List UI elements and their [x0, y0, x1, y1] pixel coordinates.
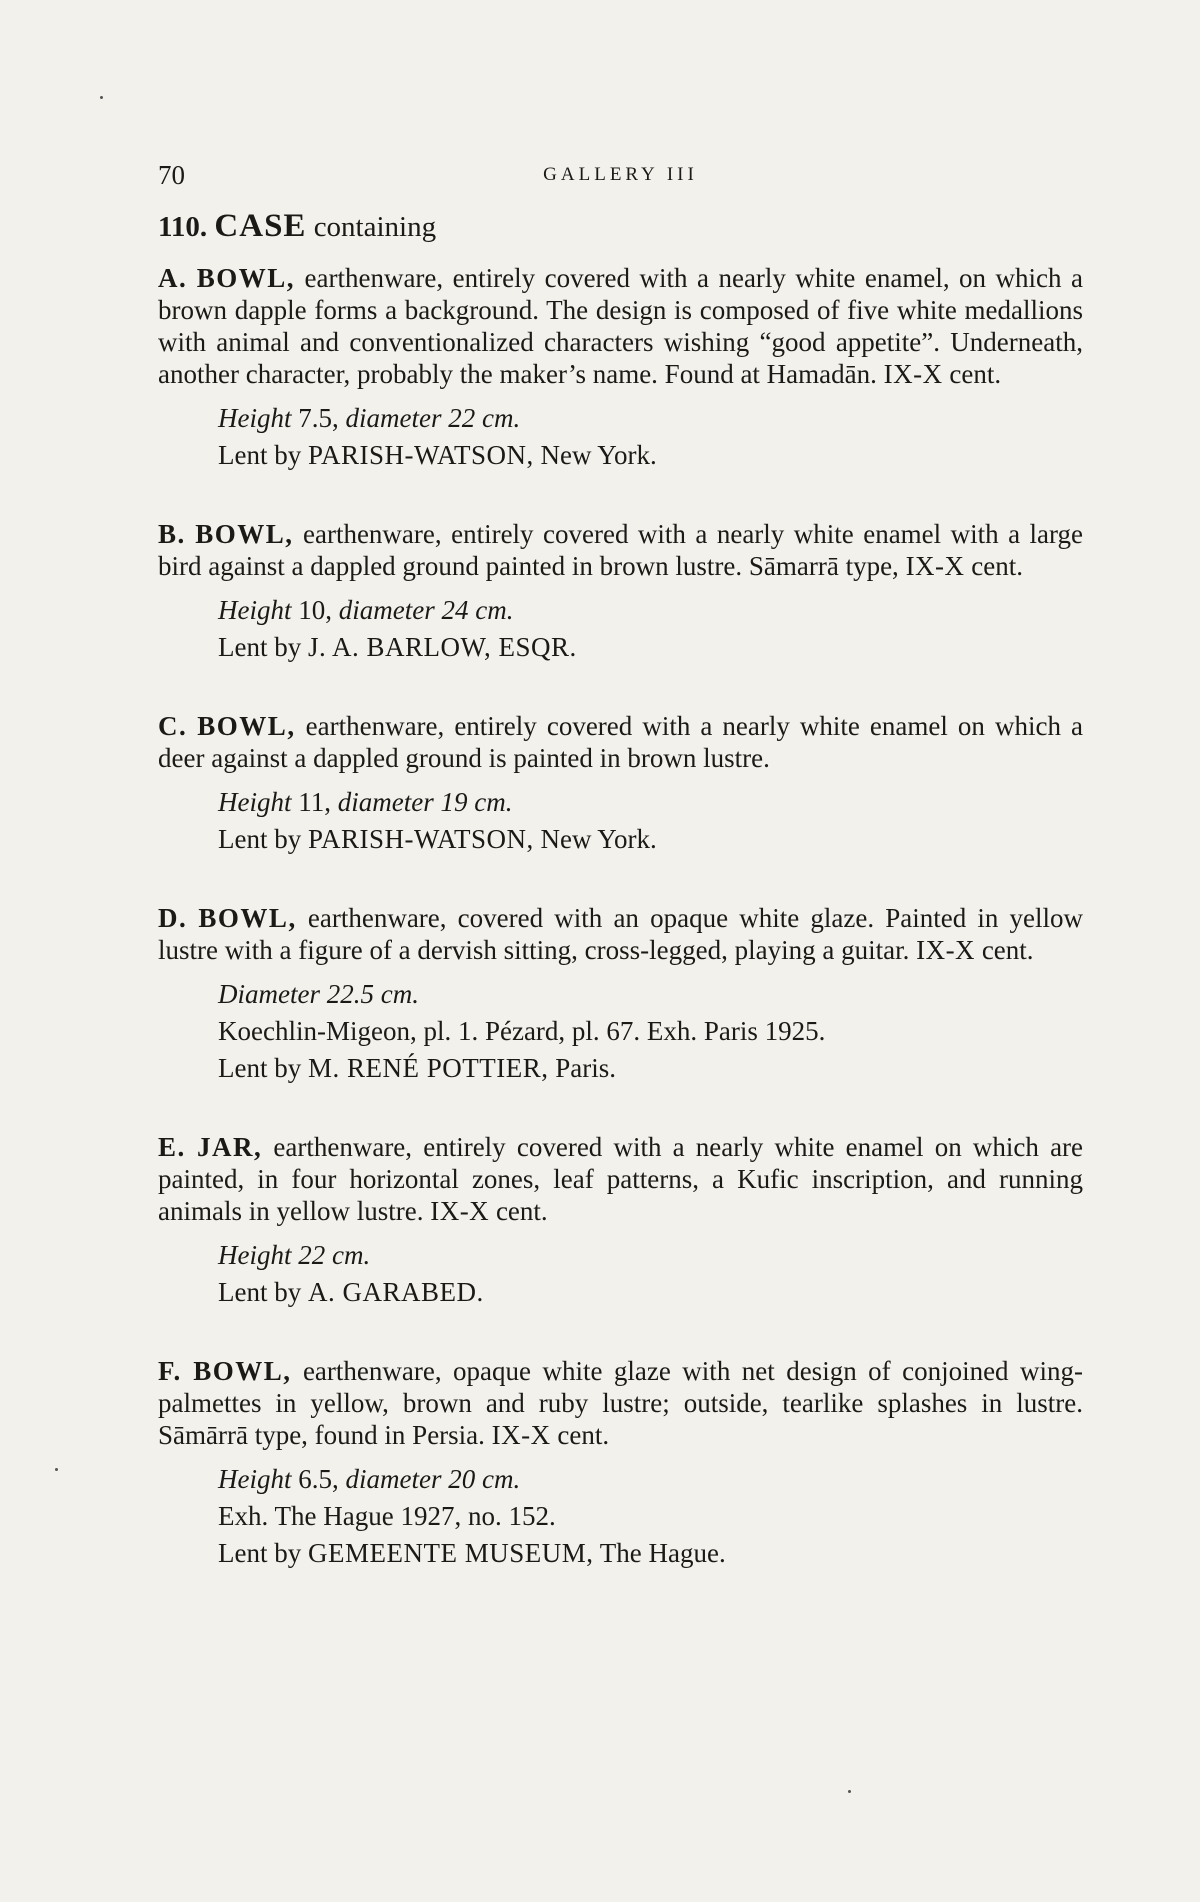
catalogue-entry [158, 262, 1083, 474]
lender-place: New York. [533, 440, 657, 470]
measure-label: diameter [345, 1464, 442, 1494]
measure-label: Diameter [218, 979, 320, 1009]
lent-prefix: Lent by [218, 632, 308, 662]
case-heading [158, 208, 436, 245]
entry-letter: F. [158, 1356, 182, 1386]
entry-measurements [218, 400, 1083, 437]
entry-meta [218, 592, 1083, 666]
entry-measurements [218, 976, 1083, 1013]
measure-value: 24 cm. [434, 595, 514, 625]
measure-value: 6.5, [291, 1464, 346, 1494]
entry-letter: A. [158, 263, 188, 293]
lender-name: PARISH-WATSON, [307, 824, 534, 854]
entry-object: BOWL, [197, 711, 296, 741]
measure-label: Height [218, 595, 292, 625]
lent-prefix: Lent by [218, 1053, 308, 1083]
running-title: GALLERY III [543, 164, 698, 185]
entry-date: IX-X [883, 359, 943, 389]
lender-place: Paris. [548, 1053, 616, 1083]
case-suffix: containing [313, 211, 437, 243]
measure-value: 22.5 cm. [319, 979, 419, 1009]
entry-lender-line [218, 1050, 1083, 1087]
lender-name: J. A. BARLOW, ESQR. [307, 632, 577, 662]
entry-text: earthenware, covered with an opaque white glaze. Painted in yellow lustre with a figure of a dervish sitting, cross-legged, playing a guitar. [158, 903, 1084, 965]
entry-text: earthenware, entirely covered with a nearly white enamel, on which a brown dapple forms a background. The design is composed of five white medallions with animal and conventionalized characters wishing “good appetite”. Underneath, another character, probably the maker’s name. Found at Hamadān. [158, 263, 1083, 389]
measure-label: diameter [338, 595, 435, 625]
lent-prefix: Lent by [218, 440, 308, 470]
entry-meta [218, 1237, 1083, 1311]
entry-meta [218, 976, 1083, 1087]
paper-speck [55, 1468, 58, 1471]
measure-value: 10, [291, 595, 339, 625]
entry-object: BOWL, [193, 1356, 292, 1386]
entry-description [158, 902, 1083, 966]
entry-object: BOWL, [196, 263, 296, 293]
entry-description [158, 262, 1083, 390]
measure-label: Height [218, 1464, 292, 1494]
measure-value: 22 cm. [291, 1240, 371, 1270]
entry-lender-line [218, 1535, 1083, 1572]
entry-measurements [218, 592, 1083, 629]
entry-letter: C. [158, 711, 188, 741]
entry-date: IX-X [916, 935, 976, 965]
entry-measurements [218, 784, 1083, 821]
measure-value: 20 cm. [441, 1464, 521, 1494]
measure-label: Height [218, 1240, 292, 1270]
measure-label: Height [218, 787, 292, 817]
lender-place: The Hague. [593, 1538, 726, 1568]
entry-measurements [218, 1461, 1083, 1498]
entry-date: IX-X [430, 1196, 490, 1226]
entry-measurements [218, 1237, 1083, 1274]
entry-lender-line [218, 629, 1083, 666]
case-word: CASE [214, 208, 307, 244]
entry-meta [218, 784, 1083, 858]
lender-name: PARISH-WATSON, [307, 440, 534, 470]
lent-prefix: Lent by [218, 824, 308, 854]
measure-value: 7.5, [291, 403, 346, 433]
catalogue-entries [158, 262, 1083, 1616]
entry-text: earthenware, entirely covered with a nearly white enamel with a large bird against a dappled ground painted in brown lustre. Sāmarrā type, [158, 519, 1084, 581]
measure-label: diameter [337, 787, 434, 817]
measure-value: 11, [291, 787, 338, 817]
entry-text: earthenware, opaque white glaze with net design of conjoined wing-palmettes in yellow, brown and ruby lustre; outside, tearlike splashes in lustre. Sāmārrā type, found in Persia. [158, 1356, 1083, 1450]
entry-lender-line [218, 1274, 1083, 1311]
entry-date-suffix: cent. [942, 359, 1002, 389]
entry-date-suffix: cent. [489, 1196, 548, 1226]
entry-text: earthenware, entirely covered with a nearly white enamel on which a deer against a dappled ground is painted in brown lustre. [158, 711, 1083, 773]
entry-letter: D. [158, 903, 188, 933]
entry-letter: E. [158, 1132, 186, 1162]
entry-date-suffix: cent. [964, 551, 1024, 581]
entry-date-suffix: cent. [975, 935, 1034, 965]
measure-label: Height [218, 403, 292, 433]
catalogue-entry [158, 518, 1083, 666]
paper-speck [100, 96, 103, 99]
catalogue-entry [158, 902, 1083, 1087]
entry-description [158, 1355, 1083, 1451]
lent-prefix: Lent by [218, 1538, 308, 1568]
entry-description [158, 710, 1083, 774]
entry-date: IX-X [905, 551, 965, 581]
entry-object: BOWL, [198, 903, 297, 933]
entry-description [158, 1131, 1083, 1227]
catalogue-entry [158, 710, 1083, 858]
page-number: 70 [158, 160, 185, 190]
entry-object: BOWL, [195, 519, 294, 549]
entry-meta [218, 400, 1083, 474]
case-number: 110. [158, 211, 208, 243]
entry-text: earthenware, entirely covered with a nearly white enamel on which are painted, in four horizontal zones, leaf patterns, a Kufic inscription, and running animals in yellow lustre. [158, 1132, 1084, 1226]
entry-meta [218, 1461, 1083, 1572]
entry-object: JAR, [196, 1132, 263, 1162]
lent-prefix: Lent by [218, 1277, 308, 1307]
lender-place: New York. [533, 824, 657, 854]
lender-name: A. GARABED. [307, 1277, 484, 1307]
entry-date-suffix: cent. [550, 1420, 610, 1450]
lender-name: M. RENÉ POTTIER, [307, 1053, 549, 1083]
paper-speck [848, 1790, 851, 1793]
entry-description [158, 518, 1083, 582]
entry-reference: Exh. The Hague 1927, no. 152. [218, 1501, 556, 1531]
lender-name: GEMEENTE MUSEUM, [307, 1538, 594, 1568]
measure-value: 19 cm. [433, 787, 513, 817]
catalogue-entry [158, 1355, 1083, 1572]
measure-label: diameter [345, 403, 442, 433]
measure-value: 22 cm. [441, 403, 521, 433]
entry-date: IX-X [491, 1420, 551, 1450]
entry-lender-line [218, 821, 1083, 858]
page-header [158, 160, 1083, 200]
catalogue-entry [158, 1131, 1083, 1311]
entry-lender-line [218, 437, 1083, 474]
entry-reference: Koechlin-Migeon, pl. 1. Pézard, pl. 67. Exh. Paris 1925. [218, 1016, 826, 1046]
entry-letter: B. [158, 519, 186, 549]
